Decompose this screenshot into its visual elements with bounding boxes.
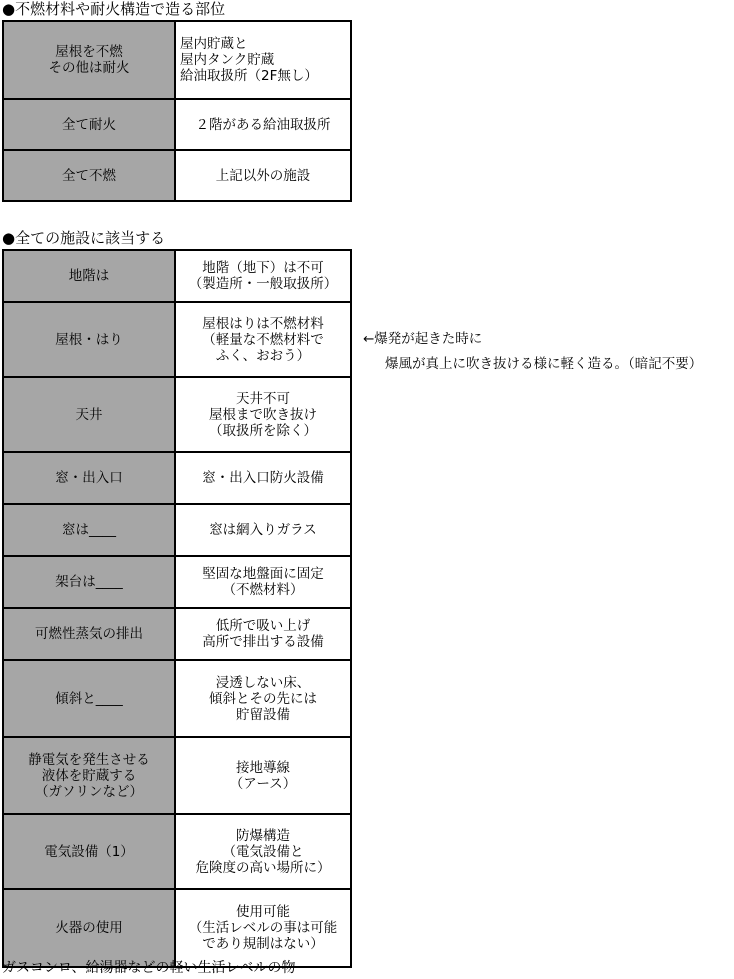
row-value-cell [175, 99, 351, 150]
row-label-cell [3, 302, 175, 377]
row-value-line: 防爆構造 [236, 827, 290, 844]
row-value-line: 傾斜とその先には [209, 690, 317, 707]
table-row [3, 889, 351, 967]
row-value-cell [175, 150, 351, 201]
row-value-line: 天井不可 [236, 390, 290, 407]
section2-heading: ●全ての施設に該当する [2, 229, 166, 247]
row-value-line: 上記以外の施設 [215, 167, 311, 184]
row-value-line: 窓は網入りガラス [209, 522, 317, 538]
row-value-line: 高所で排出する設備 [202, 634, 324, 650]
table-row [3, 737, 351, 814]
row-label-line: 全て不燃 [62, 167, 116, 184]
fire-resistance-table [2, 20, 352, 202]
row-value-line: （電気設備と [222, 843, 304, 860]
table-row [3, 608, 351, 660]
row-label-cell [3, 737, 175, 814]
row-label-cell [3, 250, 175, 302]
row-value-line: （不燃材料） [222, 582, 304, 598]
roof-note-line-1: ←爆発が起きた時に [363, 331, 483, 347]
row-label-cell [3, 21, 175, 99]
row-label-line: 窓・出入口 [55, 470, 123, 486]
row-value-cell [175, 302, 351, 377]
row-label-line: 屋根・はり [55, 331, 123, 348]
row-label-cell [3, 150, 175, 201]
row-value-cell [175, 608, 351, 660]
row-value-line: （取扱所を除く） [209, 422, 317, 439]
row-label-line: 液体を貯蔵する [41, 767, 137, 784]
row-value-line: ふく、おおう） [215, 347, 311, 364]
row-value-line: 屋内貯蔵と [180, 36, 248, 52]
table-row [3, 250, 351, 302]
table-row [3, 660, 351, 737]
section1-heading: ●不燃材料や耐火構造で造る部位 [2, 0, 226, 18]
table-row [3, 302, 351, 377]
row-label-line: 地階は [68, 268, 110, 284]
row-value-line: 浸透しない床、 [215, 674, 311, 691]
row-label-line: 電気設備（1） [44, 843, 134, 860]
table-row [3, 99, 351, 150]
row-label-cell [3, 556, 175, 608]
row-value-line: 使用可能 [236, 904, 290, 920]
table-row [3, 504, 351, 556]
row-label-line: 架台は____ [55, 574, 123, 590]
row-value-line: （製造所・一般取扱所） [188, 276, 338, 292]
row-label-line: 全て耐火 [62, 116, 116, 133]
row-value-line: ２階がある給油取扱所 [195, 116, 331, 133]
row-label-line: その他は耐火 [48, 60, 130, 76]
row-label-cell [3, 889, 175, 967]
row-value-line: 屋内タンク貯蔵 [180, 52, 275, 68]
row-value-line: 窓・出入口防火設備 [202, 470, 324, 486]
row-value-cell [175, 814, 351, 889]
row-value-cell [175, 452, 351, 504]
row-label-cell [3, 660, 175, 737]
table-row [3, 21, 351, 99]
footer-note: ガスコンロ、給湯器などの軽い生活レベルの物 [2, 960, 296, 976]
row-value-line: 貯留設備 [236, 706, 290, 723]
row-value-line: 屋根まで吹き抜け [209, 406, 317, 423]
row-value-cell [175, 504, 351, 556]
table-row [3, 150, 351, 201]
row-value-cell [175, 21, 351, 99]
row-value-line: 接地導線 [236, 759, 290, 776]
table-row [3, 377, 351, 452]
row-label-line: 静電気を発生させる [28, 751, 150, 768]
row-value-line: であり規制はない） [202, 936, 324, 952]
row-label-line: 窓は____ [62, 522, 116, 538]
row-value-line: 低所で吸い上げ [215, 618, 311, 634]
row-label-line: 可燃性蒸気の排出 [35, 626, 143, 642]
row-value-cell [175, 889, 351, 967]
facility-requirements-table [2, 249, 352, 968]
table-row [3, 556, 351, 608]
row-value-cell [175, 737, 351, 814]
row-value-line: 屋根はりは不燃材料 [202, 315, 324, 332]
row-label-cell [3, 504, 175, 556]
table-row [3, 452, 351, 504]
row-label-line: 傾斜と____ [55, 690, 123, 707]
row-label-line: 火器の使用 [55, 920, 123, 936]
row-label-line: 天井 [75, 406, 103, 423]
row-label-cell [3, 814, 175, 889]
row-value-cell [175, 556, 351, 608]
table-row [3, 814, 351, 889]
row-label-cell [3, 377, 175, 452]
row-label-line: 屋根を不燃 [55, 44, 123, 60]
row-label-cell [3, 99, 175, 150]
row-value-line: （アース） [229, 775, 297, 792]
roof-note-line-2: 爆風が真上に吹き抜ける様に軽く造る。（暗記不要） [385, 356, 703, 372]
row-value-line: 危険度の高い場所に） [195, 859, 331, 876]
row-value-line: 堅固な地盤面に固定 [202, 566, 324, 582]
row-value-line: 給油取扱所（2F無し） [180, 68, 318, 84]
row-label-cell [3, 452, 175, 504]
row-value-cell [175, 250, 351, 302]
row-value-line: 地階（地下）は不可 [202, 260, 324, 276]
row-label-cell [3, 608, 175, 660]
row-label-line: （ガソリンなど） [35, 783, 143, 800]
row-value-cell [175, 377, 351, 452]
row-value-line: （生活レベルの事は可能 [188, 920, 338, 936]
row-value-line: （軽量な不燃材料で [202, 331, 324, 348]
row-value-cell [175, 660, 351, 737]
